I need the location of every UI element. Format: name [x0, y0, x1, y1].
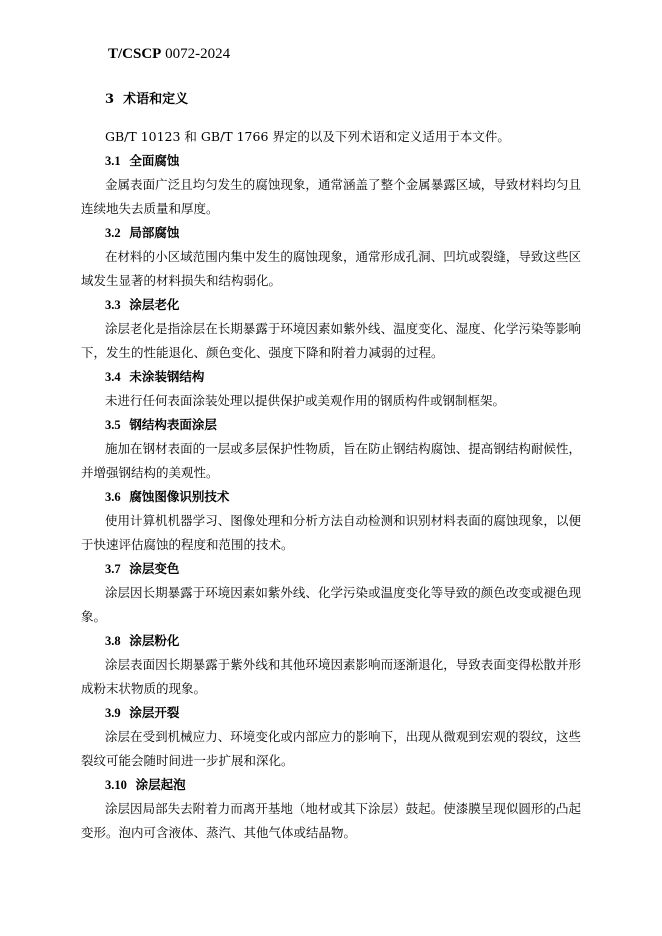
term-title: 涂层起泡 [135, 777, 186, 792]
term-title: 局部腐蚀 [129, 225, 180, 240]
term-heading [105, 365, 581, 389]
chapter-heading [105, 90, 581, 110]
term-heading [105, 773, 581, 797]
term-number: 3.6 [105, 490, 121, 504]
term-title: 腐蚀图像识别技术 [129, 489, 230, 504]
term-heading [105, 629, 581, 653]
term-title: 全面腐蚀 [129, 153, 180, 168]
term-entry [81, 413, 581, 485]
term-number: 3.10 [105, 778, 127, 792]
term-title: 未涂装钢结构 [129, 369, 205, 384]
chapter-title: 术语和定义 [123, 92, 189, 107]
term-definition: 涂层因长期暴露于环境因素如紫外线、化学污染或温度变化等导致的颜色改变或褪色现象。 [81, 585, 581, 624]
term-heading [105, 701, 581, 725]
term-entry [81, 701, 581, 773]
term-number: 3.8 [105, 634, 121, 648]
term-title: 涂层粉化 [129, 633, 180, 648]
term-title: 钢结构表面涂层 [129, 417, 217, 432]
term-number: 3.1 [105, 154, 121, 168]
term-entry [81, 221, 581, 293]
term-entry [81, 557, 581, 629]
term-heading [105, 221, 581, 245]
document-header [108, 46, 230, 63]
term-entry [81, 149, 581, 221]
term-title: 涂层老化 [129, 297, 180, 312]
term-definition: 金属表面广泛且均匀发生的腐蚀现象，通常涵盖了整个金属暴露区域，导致材料均匀且连续地失去质量和厚度。 [81, 177, 581, 216]
doc-number: 0072-2024 [165, 46, 231, 62]
term-heading [105, 557, 581, 581]
term-heading [105, 293, 581, 317]
term-definition: 涂层表面因长期暴露于紫外线和其他环境因素影响而逐渐退化，导致表面变得松散并形成粉末状物质的现象。 [81, 657, 581, 696]
term-entry [81, 629, 581, 701]
term-number: 3.9 [105, 706, 121, 720]
term-number: 3.7 [105, 562, 121, 576]
intro-paragraph: GB/T 10123 和 GB/T 1766 界定的以及下列术语和定义适用于本文件。 [105, 129, 510, 144]
term-definition: 涂层因局部失去附着力而离开基地（地材或其下涂层）鼓起。使漆膜呈现似圆形的凸起变形。泡内可含液体、蒸汽、其他气体或结晶物。 [81, 801, 581, 840]
term-number: 3.5 [105, 418, 121, 432]
term-heading [105, 413, 581, 437]
term-entry [81, 293, 581, 365]
org-code: T/CSCP [108, 46, 162, 62]
term-heading [105, 485, 581, 509]
term-title: 涂层开裂 [129, 705, 180, 720]
term-entry [81, 773, 581, 845]
term-definition: 使用计算机机器学习、图像处理和分析方法自动检测和识别材料表面的腐蚀现象，以便于快速评估腐蚀的程度和范围的技术。 [81, 513, 581, 552]
term-definition: 施加在钢材表面的一层或多层保护性物质，旨在防止钢结构腐蚀、提高钢结构耐候性，并增强钢结构的美观性。 [81, 441, 581, 480]
term-number: 3.4 [105, 370, 121, 384]
term-number: 3.3 [105, 298, 121, 312]
term-entry [81, 365, 581, 413]
term-definition: 涂层老化是指涂层在长期暴露于环境因素如紫外线、温度变化、湿度、化学污染等影响下，发生的性能退化、颜色变化、强度下降和附着力减弱的过程。 [81, 321, 581, 360]
term-definition: 在材料的小区域范围内集中发生的腐蚀现象，通常形成孔洞、凹坑或裂缝，导致这些区域发生显著的材料损失和结构弱化。 [81, 249, 581, 288]
term-definition: 涂层在受到机械应力、环境变化或内部应力的影响下，出现从微观到宏观的裂纹，这些裂纹可能会随时间进一步扩展和深化。 [81, 729, 581, 768]
term-entry [81, 485, 581, 557]
term-definition: 未进行任何表面涂装处理以提供保护或美观作用的钢质构件或钢制框架。 [105, 393, 506, 408]
term-title: 涂层变色 [129, 561, 180, 576]
term-number: 3.2 [105, 226, 121, 240]
chapter-number: 3 [105, 92, 115, 107]
term-heading [105, 149, 581, 173]
document-body [81, 90, 581, 845]
